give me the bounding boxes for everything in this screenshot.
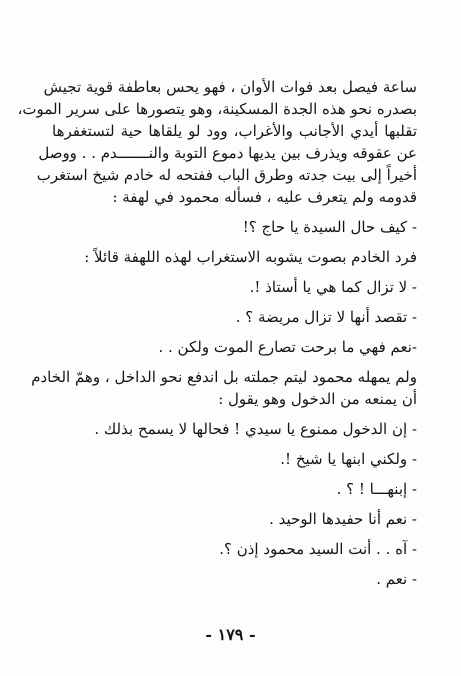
narrative-line: قدومه ولم يتعرف عليه ، فسأله محمود في لهفة : <box>112 188 417 206</box>
narrative-line: فرد الخادم بصوت يشوبه الاستغراب لهذه اللهفة قائلاً : <box>84 248 417 266</box>
body-text <box>17 76 417 590</box>
narrative-line: أخيراً إلى بيت جدته وطرق الباب ففتحه له خادم شيخ استغرب <box>36 166 417 184</box>
dialogue-line: - نعم أنا حفيدها الوحيد . <box>269 510 417 528</box>
dialogue-line: - ولكني ابنها يا شيخ !. <box>280 450 417 468</box>
narrative-line: ولم يمهله محمود ليتم جملته بل اندفع نحو الداخل ، وهمّ الخادم <box>31 368 417 386</box>
dialogue-line: - لا تزال كما هي يا أستاذ !. <box>249 278 417 296</box>
dialogue-line: - آه . . أنت السيد محمود إذن ؟. <box>219 540 417 558</box>
dialogue-line: - كيف حال السيدة يا حاج ؟! <box>242 218 417 236</box>
narrative-line: ساعة فيصل بعد فوات الأوان ، فهو يحس بعاطفة قوية تجيش <box>43 78 417 96</box>
dialogue-line: -نعم فهي ما برحت تصارع الموت ولكن . . <box>158 338 417 356</box>
narrative-line: تقلبها أيدي الأجانب والأغراب، وود لو يلقاها حية لتستغفرها <box>52 122 417 140</box>
page-number: - ١٧٩ - <box>205 625 256 644</box>
dialogue-line: - تقصد أنها لا تزال مريضة ؟ . <box>235 308 417 326</box>
narrative-line: أن يمنعه من الدخول وهو يقول : <box>218 390 417 408</box>
dialogue-line: - إن الدخول ممنوع يا سيدي ! فحالها لا يسمح بذلك . <box>94 420 417 438</box>
narrative-line: بصدره نحو هذه الجدة المسكينة، وهو يتصورها على سرير الموت، <box>17 100 417 118</box>
narrative-line: عن عقوقه ويذرف بين يديها دموع التوبة والنـــــــدم . . ووصل <box>38 144 417 162</box>
dialogue-line: - إبنهـــا ! ؟ . <box>336 480 417 498</box>
dialogue-line: - نعم . <box>376 570 417 588</box>
